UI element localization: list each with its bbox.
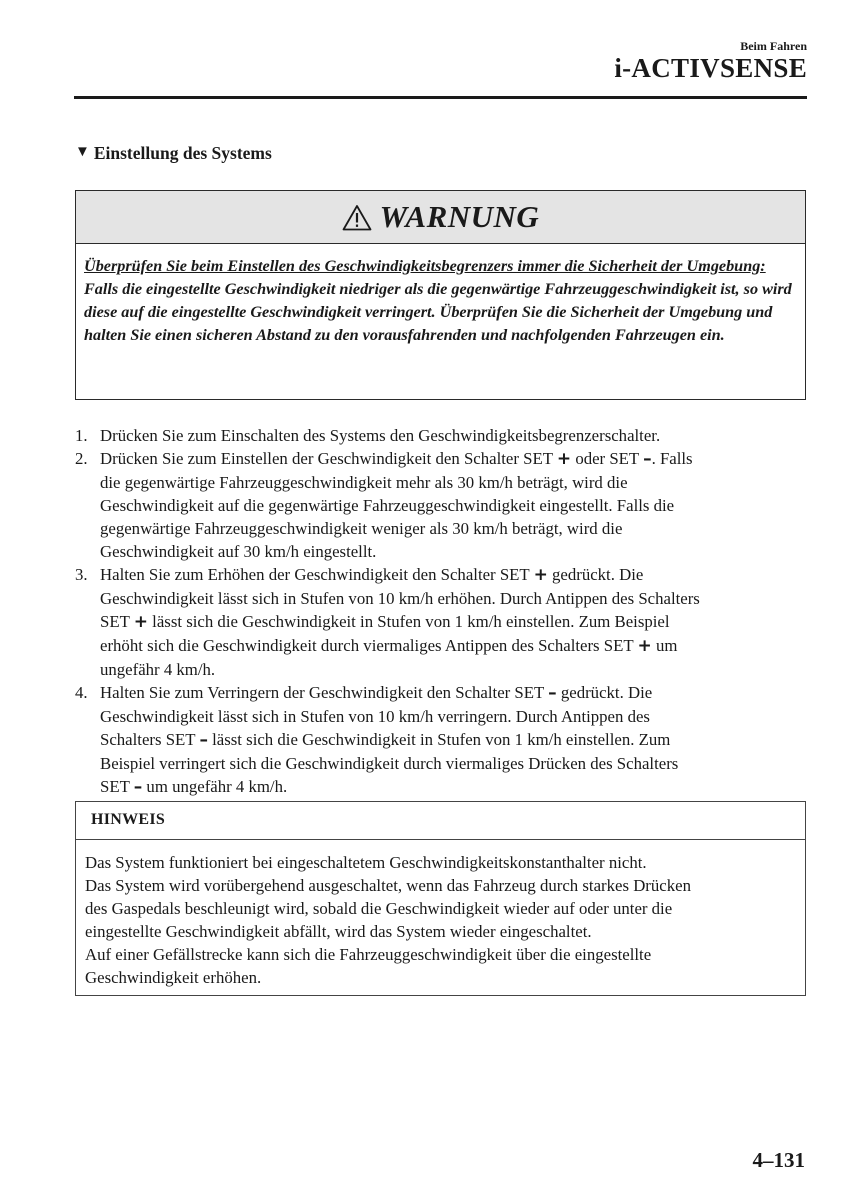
step-text-line: Geschwindigkeit lässt sich in Stufen von 10 km/h verringern. Durch Antippen des [100,707,650,726]
note-line: Das System wird vorübergehend ausgeschaltet, wenn das Fahrzeug durch starkes Drücken [85,876,691,895]
plus-icon: + [556,449,572,469]
warning-text: Falls die eingestellte Geschwindigkeit niedriger als die gegenwärtige Fahrzeuggeschwindigkeit ist, so wird diese auf die eingestellte Geschwindigkeit verringert. Überprüfen Sie die Sicherheit der Umgebung und halten Sie einen sicheren Abstand zu den vorausfahrenden und nachfolgenden Fahrzeugen ein. [84,280,792,344]
warning-body [84,255,795,347]
step-text-line: Halten Sie zum Verringern der Geschwindigkeit den Schalter SET [100,683,549,702]
step-text-line: Geschwindigkeit lässt sich in Stufen von 10 km/h erhöhen. Durch Antippen des Schalters [100,589,700,608]
plus-icon: + [533,565,548,585]
step-item [75,681,810,799]
step-text-line: Halten Sie zum Erhöhen der Geschwindigkeit den Schalter SET [100,565,534,584]
step-number: 2. [75,449,88,468]
page-number: 4–131 [752,1148,805,1172]
subsection-heading [75,143,272,164]
step-text-line: oder SET [571,449,644,468]
triangle-marker-icon: ▼ [75,144,90,160]
minus-icon: – [199,730,208,750]
step-number: 4. [75,683,88,702]
step-item [75,447,810,563]
step-item [75,563,810,681]
steps-list [75,424,810,799]
step-item [75,424,810,447]
note-header [76,802,805,840]
step-text-line: Schalters SET [100,730,200,749]
note-title: HINWEIS [91,811,166,828]
minus-icon: – [643,449,652,469]
step-text-line: Geschwindigkeit auf die gegenwärtige Fahrzeuggeschwindigkeit eingestellt. Falls die [100,496,675,515]
note-line: Das System funktioniert bei eingeschaltetem Geschwindigkeitskonstanthalter nicht. [85,853,647,872]
header-rule [74,96,807,99]
step-text-line: Drücken Sie zum Einschalten des Systems den Geschwindigkeitsbegrenzerschalter. [100,426,661,445]
subsection-title: Einstellung des Systems [93,143,272,163]
warning-title: WARNUNG [379,199,540,234]
plus-icon: + [637,636,652,656]
step-text-line: gedrückt. Die [556,683,653,702]
note-line: Geschwindigkeit erhöhen. [85,968,262,987]
note-body [85,851,795,989]
step-text-line: um ungefähr 4 km/h. [142,777,288,796]
note-box [75,801,806,996]
step-text-line: gedrückt. Die [547,565,644,584]
step-text-line: um [651,636,678,655]
section-label: Beim Fahren [740,39,807,53]
step-text-line: SET [100,777,134,796]
plus-icon: + [133,612,148,632]
step-text-line: erhöht sich die Geschwindigkeit durch viermaliges Antippen des Schalters SET [100,636,638,655]
minus-icon: – [133,777,143,797]
minus-icon: – [548,683,557,703]
step-text-line: SET [100,612,134,631]
step-text-line: lässt sich die Geschwindigkeit in Stufen von 1 km/h einstellen. Zum Beispiel [147,612,670,631]
warning-header [76,191,805,244]
note-line: Auf einer Gefällstrecke kann sich die Fahrzeuggeschwindigkeit über die eingestellte [85,945,652,964]
note-line: des Gaspedals beschleunigt wird, sobald die Geschwindigkeit wieder auf oder unter die [85,899,673,918]
warning-box [75,190,806,400]
chapter-title: i-ACTIVSENSE [614,53,807,83]
step-text-line: . Falls [651,449,693,468]
step-text-line: die gegenwärtige Fahrzeuggeschwindigkeit mehr als 30 km/h beträgt, wird die [100,473,628,492]
step-text-line: gegenwärtige Fahrzeuggeschwindigkeit weniger als 30 km/h beträgt, wird die [100,519,623,538]
step-number: 3. [75,565,88,584]
warning-underlined-text: Überprüfen Sie beim Einstellen des Geschwindigkeitsbegrenzers immer die Sicherheit der Umgebung: [84,257,766,275]
step-text-line: Beispiel verringert sich die Geschwindigkeit durch viermaliges Drücken des Schalters [100,754,679,773]
step-text-line: ungefähr 4 km/h. [100,660,216,679]
warning-triangle-icon [342,204,372,231]
step-text-line: lässt sich die Geschwindigkeit in Stufen von 1 km/h einstellen. Zum [207,730,671,749]
step-text-line: Geschwindigkeit auf 30 km/h eingestellt. [100,542,377,561]
step-text-line: Drücken Sie zum Einstellen der Geschwindigkeit den Schalter SET [100,449,557,468]
note-line: eingestellte Geschwindigkeit abfällt, wird das System wieder eingeschaltet. [85,922,592,941]
step-number: 1. [75,426,88,445]
